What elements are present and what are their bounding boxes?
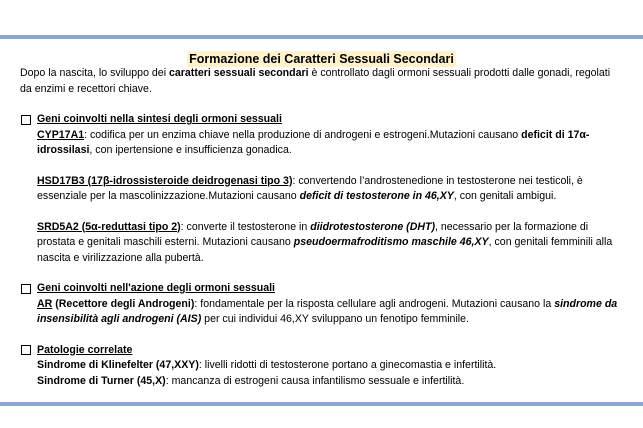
slide-content [20,66,620,389]
syndrome-name: Sindrome di Turner (45,X) [37,374,166,387]
checkbox-bullet-icon [21,284,31,294]
spacer [20,266,620,281]
gene-text: , con genitali femminili alla nascita e virilizzazione alla pubertà. [37,236,613,264]
section-pathology-title: Patologie correlate [37,343,133,356]
gene-text: , necessario per la formazione di prostata e genitali maschili esterni. Mutazioni causano [37,220,589,248]
syndrome-klinefelter [37,358,620,374]
gene-bold: deficit di 17α-idrossilasi [37,128,590,156]
section-action-heading [20,281,620,297]
gene-bold: (Recettore degli Androgeni) [52,297,195,310]
syndrome-text: : livelli ridotti di testosterone portano a ginecomastia e infertilità. [198,359,497,371]
gene-cyp17a1 [37,128,620,159]
section-pathology-heading [20,343,620,359]
intro-text-1: Dopo la nascita, lo sviluppo dei [20,67,169,79]
intro-paragraph [20,66,620,97]
syndrome-name: Sindrome di Klinefelter (47,XXY) [37,359,199,371]
checkbox-bullet-icon [21,345,31,355]
slide-title: Formazione dei Caratteri Sessuali Secondari [189,52,454,66]
syndrome-text: : mancanza di estrogeni causa infantilismo sessuale e infertilità. [165,374,465,387]
spacer [20,159,620,174]
gene-ar [37,297,620,328]
checkbox-bullet-icon [21,115,31,125]
bottom-divider [0,402,643,406]
spacer [20,97,620,112]
gene-name: SRD5A2 (5α-reduttasi tipo 2) [37,220,181,233]
gene-srd5a2 [37,220,620,267]
gene-name: CYP17A1 [37,128,85,141]
gene-bolditalic: deficit di testosterone in 46,XY [299,190,454,202]
gene-bolditalic: sindrome da insensibilità agli androgeni (AIS) [37,297,618,325]
spacer [20,328,620,343]
gene-text: per cui individui 46,XY sviluppano un fenotipo femminile. [201,313,469,325]
gene-name: HSD17B3 (17β-idrossisteroide deidrogenasi tipo 3) [37,174,293,187]
gene-name: AR [37,297,53,310]
gene-bolditalic: diidrotestosterone (DHT) [310,220,435,233]
gene-text: : converte il testosterone in [180,220,311,233]
gene-text: : convertendo l’androstenedione in testosterone nei testicoli, è essenziale per la mascolinizzazione.Mutazioni causano [37,174,583,202]
gene-text: : codifica per un enzima chiave nella produzione di androgeni e estrogeni.Mutazioni causano [84,128,522,141]
section-synthesis-title: Geni coinvolti nella sintesi degli ormoni sessuali [37,113,282,125]
intro-bold: caratteri sessuali secondari [169,67,309,79]
spacer [20,205,620,220]
section-action-title: Geni coinvolti nell'azione degli ormoni sessuali [37,282,275,294]
gene-text: , con ipertensione e insufficienza gonadica. [89,144,292,156]
section-synthesis-heading [20,112,620,128]
gene-bolditalic: pseudoermafroditismo maschile 46,XY [293,236,489,248]
intro-text-2: è controllato dagli ormoni sessuali prodotti dalle gonadi, regolati da enzimi e recettori chiave. [20,67,611,95]
syndrome-turner [37,374,620,390]
gene-text: , con genitali ambigui. [453,190,557,202]
top-divider [0,35,643,39]
gene-text: : fondamentale per la risposta cellulare agli androgeni. Mutazioni causano la [194,297,555,310]
gene-hsd17b3 [37,174,620,205]
